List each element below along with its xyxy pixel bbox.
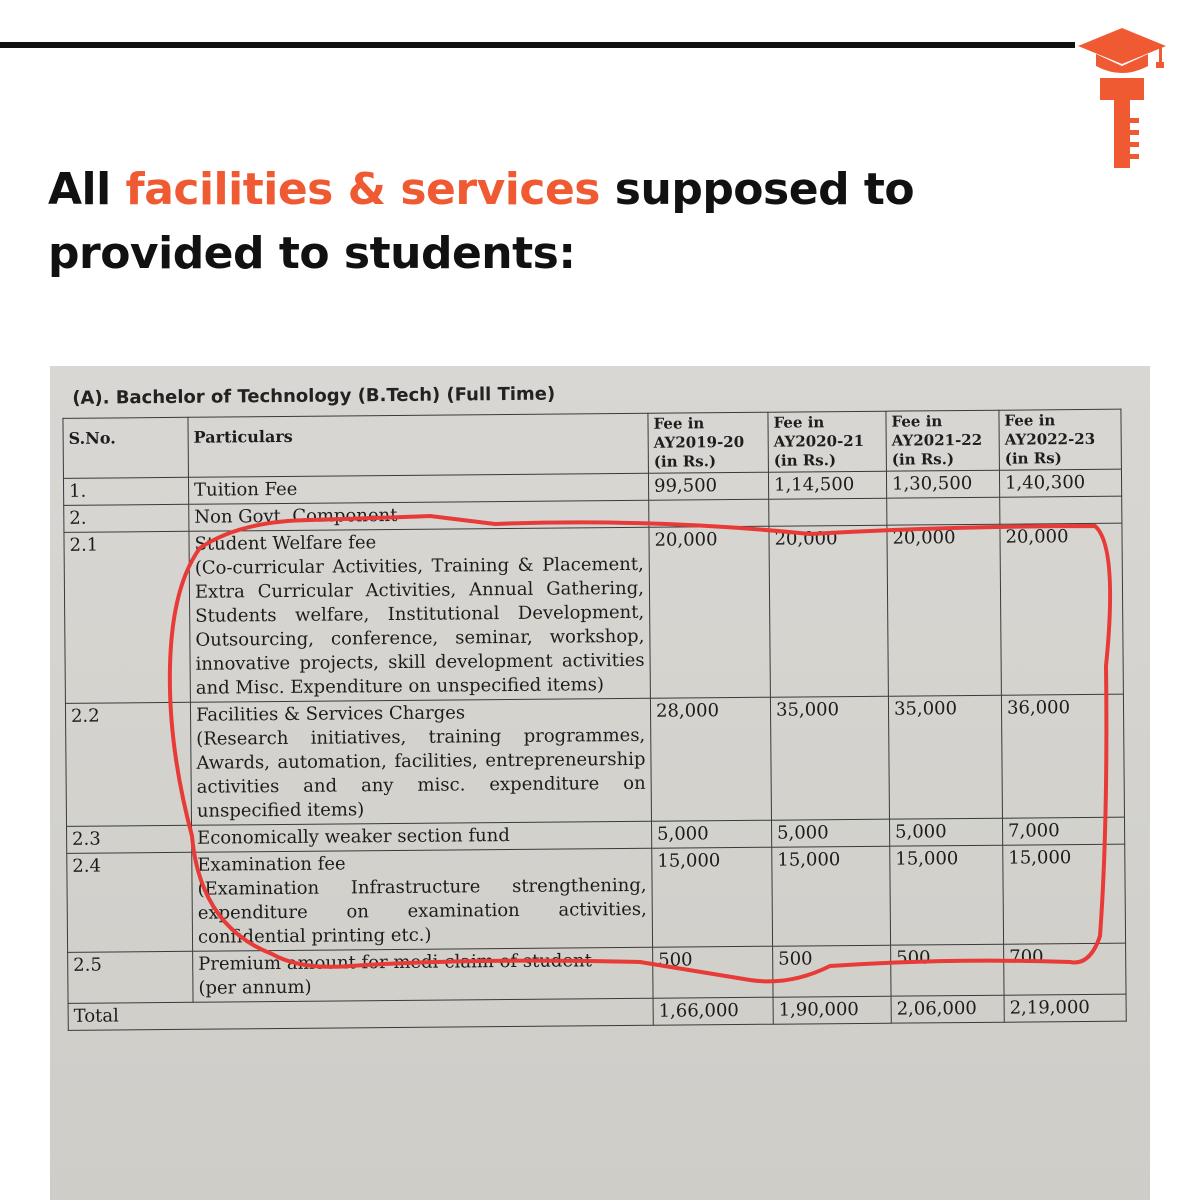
row-sno: 2.1 bbox=[64, 531, 190, 703]
header-sno: S.No. bbox=[63, 417, 189, 478]
row-particulars bbox=[190, 698, 651, 825]
row-value: 500 bbox=[891, 944, 1004, 996]
row-value: 1,14,500 bbox=[768, 471, 886, 499]
row-value: 99,500 bbox=[648, 472, 768, 500]
row-value: 700 bbox=[1004, 943, 1126, 995]
row-sno: 2.2 bbox=[65, 702, 191, 826]
document-photo bbox=[50, 366, 1150, 1200]
row-title: Student Welfare fee bbox=[194, 532, 377, 555]
header-year-2022: Fee in AY2022-23 (in Rs) bbox=[999, 409, 1122, 470]
header-year-2020: Fee in AY2020-21 (in Rs.) bbox=[768, 411, 887, 472]
row-value bbox=[1000, 496, 1122, 524]
row-description: (Examination Infrastructure strengthening, expenditure on examination activities, confidential printing etc.) bbox=[197, 874, 647, 948]
row-value: 15,000 bbox=[890, 845, 1004, 945]
row-sno: 2.5 bbox=[68, 951, 193, 1003]
row-value: 500 bbox=[653, 946, 773, 998]
table-row bbox=[64, 523, 1123, 703]
total-value: 1,90,000 bbox=[773, 996, 891, 1024]
total-label: Total bbox=[68, 998, 653, 1030]
row-value: 35,000 bbox=[888, 695, 1002, 819]
headline-text-1: All bbox=[48, 164, 126, 215]
document-title: (A). Bachelor of Technology (B.Tech) (Full Time) bbox=[72, 383, 556, 409]
row-value bbox=[887, 497, 1000, 525]
row-value: 36,000 bbox=[1001, 694, 1124, 818]
row-value: 5,000 bbox=[651, 820, 771, 848]
table-row bbox=[67, 844, 1126, 952]
row-value: 20,000 bbox=[649, 526, 770, 698]
header-year-2019: Fee in AY2019-20 (in Rs.) bbox=[648, 412, 769, 473]
row-description: (per annum) bbox=[198, 976, 312, 999]
row-value: 5,000 bbox=[771, 819, 889, 847]
row-particulars bbox=[192, 848, 653, 951]
graduation-cap-key-icon bbox=[1072, 22, 1172, 172]
row-title: Economically weaker section fund bbox=[192, 821, 652, 852]
row-particulars bbox=[193, 947, 653, 1002]
row-title: Facilities & Services Charges bbox=[195, 702, 466, 726]
row-description: (Co-curricular Activities, Training & Placement, Extra Curricular Activities, Annual Gathering, Students welfare, Institutional Development, Outsourcing, conference, seminar, workshop, innovative projects, skill development activities and Misc. Expenditure on unspecified items) bbox=[194, 553, 645, 699]
row-particulars bbox=[189, 527, 650, 702]
table-header-row bbox=[63, 409, 1121, 478]
header-year-2021: Fee in AY2021-22 (in Rs.) bbox=[886, 410, 1000, 471]
fee-table bbox=[62, 409, 1126, 1031]
row-value: 1,30,500 bbox=[886, 470, 999, 498]
page-headline bbox=[48, 158, 1048, 286]
row-title: Non Govt. Component bbox=[189, 500, 649, 531]
row-sno: 1. bbox=[63, 477, 188, 505]
headline-accent-text: facilities & services bbox=[125, 164, 600, 215]
total-value: 2,06,000 bbox=[891, 995, 1004, 1023]
row-value: 20,000 bbox=[769, 525, 888, 697]
row-value: 500 bbox=[773, 945, 891, 997]
row-value: 20,000 bbox=[1000, 523, 1123, 695]
table-row bbox=[65, 694, 1124, 826]
row-value: 5,000 bbox=[889, 818, 1002, 846]
row-value: 35,000 bbox=[770, 696, 889, 820]
total-value: 1,66,000 bbox=[653, 997, 773, 1025]
row-sno: 2.4 bbox=[67, 852, 193, 952]
total-value: 2,19,000 bbox=[1004, 994, 1126, 1022]
fee-document bbox=[50, 366, 1150, 1200]
row-value: 20,000 bbox=[887, 524, 1001, 696]
row-title: Tuition Fee bbox=[188, 473, 648, 504]
table-row bbox=[68, 943, 1126, 1003]
row-title: Examination fee bbox=[197, 853, 346, 876]
row-description: (Research initiatives, training programmes, Awards, automation, facilities, entrepreneurship activities and any misc. expenditure on unspecified items) bbox=[196, 724, 646, 822]
row-title: Premium amount for medi-claim of student bbox=[198, 950, 592, 975]
row-value bbox=[649, 499, 769, 527]
row-sno: 2.3 bbox=[67, 825, 192, 853]
row-value: 1,40,300 bbox=[999, 469, 1121, 497]
row-value: 7,000 bbox=[1002, 817, 1124, 845]
header-particulars: Particulars bbox=[188, 413, 649, 477]
row-value bbox=[769, 498, 887, 526]
top-divider-line bbox=[0, 42, 1075, 48]
row-value: 15,000 bbox=[1003, 844, 1126, 944]
row-value: 28,000 bbox=[650, 697, 771, 821]
row-value: 15,000 bbox=[652, 847, 773, 947]
headline-text-2: supposed to provided to students: bbox=[48, 164, 915, 279]
row-sno: 2. bbox=[64, 504, 189, 532]
row-value: 15,000 bbox=[772, 846, 891, 946]
